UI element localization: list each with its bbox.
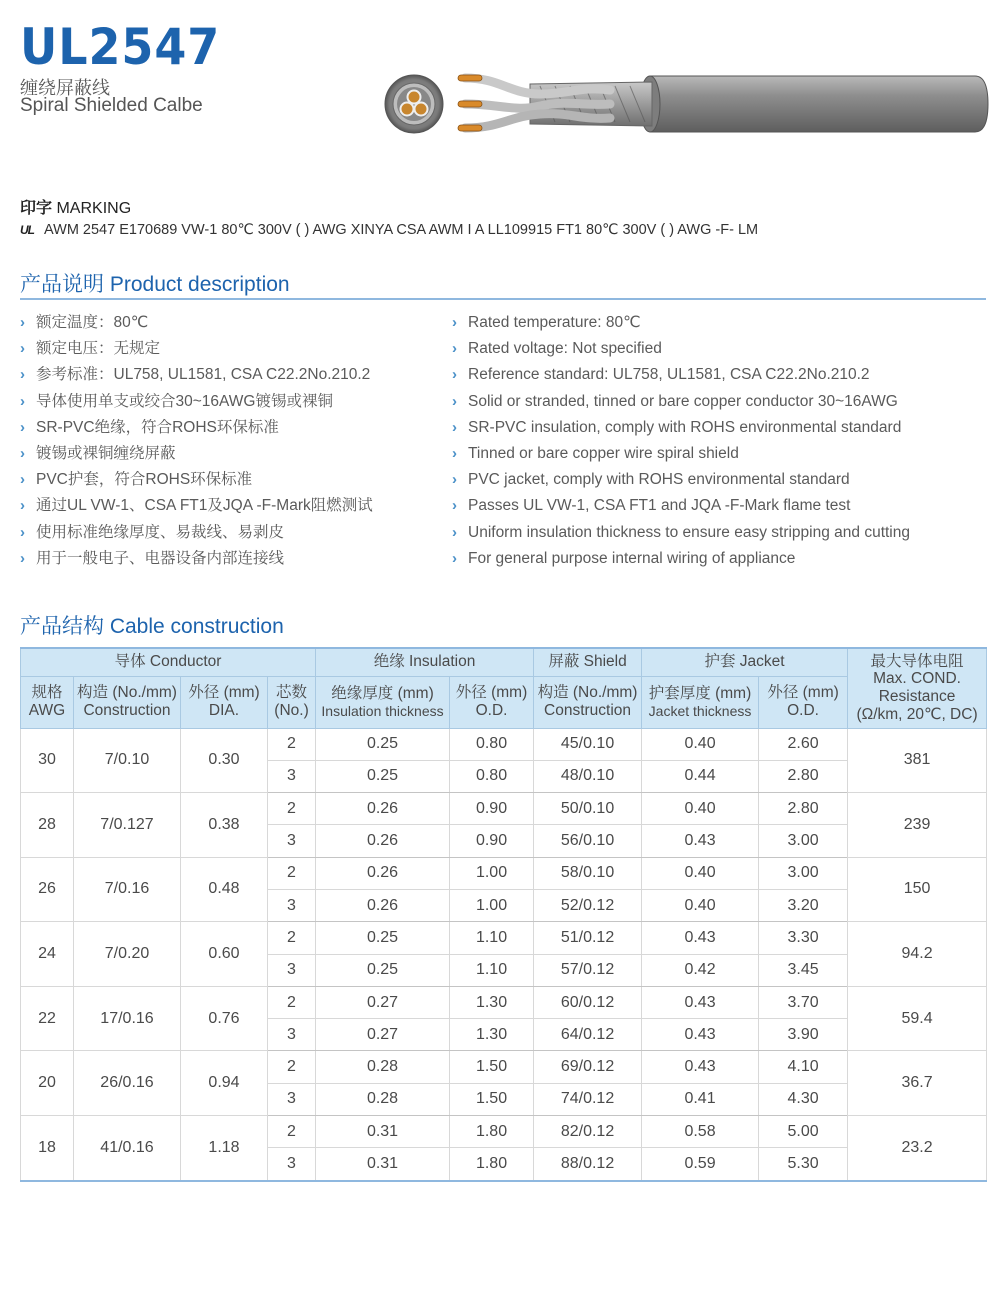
shield-construction-cell: 50/0.10	[534, 793, 642, 825]
insulation-od-cell: 1.00	[450, 857, 534, 889]
shield-construction-cell: 64/0.12	[534, 1019, 642, 1051]
core-count-cell: 2	[268, 1051, 316, 1083]
conductor-header: 导体 Conductor	[21, 648, 316, 676]
jacket-thickness-cell: 0.40	[642, 857, 759, 889]
column-header: 外径 (mm) DIA.	[181, 676, 268, 728]
chevron-right-icon: ›	[20, 392, 25, 410]
model-title: UL2547	[20, 18, 221, 76]
column-header: 规格 AWG	[21, 676, 74, 728]
shield-construction-cell: 51/0.12	[534, 922, 642, 954]
core-count-cell: 3	[268, 1083, 316, 1115]
conductor-dia-cell: 0.48	[181, 857, 268, 922]
description-item	[452, 441, 910, 467]
jacket-od-cell: 3.45	[759, 954, 848, 986]
insulation-od-cell: 0.90	[450, 793, 534, 825]
table-group-header	[21, 648, 987, 676]
jacket-od-cell: 3.00	[759, 857, 848, 889]
column-header: 芯数 (No.)	[268, 676, 316, 728]
insulation-thickness-cell: 0.25	[316, 760, 450, 792]
shield-construction-cell: 58/0.10	[534, 857, 642, 889]
jacket-thickness-cell: 0.59	[642, 1148, 759, 1181]
description-list-cn	[20, 310, 373, 572]
chevron-right-icon: ›	[452, 444, 457, 462]
resistance-cell: 94.2	[848, 922, 987, 987]
description-item	[20, 310, 373, 336]
core-count-cell: 2	[268, 986, 316, 1018]
shield-construction-cell: 56/0.10	[534, 825, 642, 857]
description-text: Uniform insulation thickness to ensure easy stripping and cutting	[468, 523, 910, 541]
insulation-thickness-cell: 0.27	[316, 986, 450, 1018]
column-header: 绝缘厚度 (mm) Insulation thickness	[316, 676, 450, 728]
cable-construction-table	[20, 647, 987, 1182]
jacket-od-cell: 4.30	[759, 1083, 848, 1115]
insulation-od-cell: 0.90	[450, 825, 534, 857]
resistance-cell: 59.4	[848, 986, 987, 1051]
description-text: 使用标准绝缘厚度、易裁线、易剥皮	[36, 523, 285, 541]
description-item	[20, 362, 373, 388]
description-item	[20, 520, 373, 546]
description-text: SR-PVC绝缘，符合ROHS环保标准	[36, 418, 279, 436]
insulation-thickness-cell: 0.25	[316, 922, 450, 954]
insulation-od-cell: 1.80	[450, 1116, 534, 1148]
description-text: For general purpose internal wiring of appliance	[468, 549, 796, 567]
insulation-thickness-cell: 0.26	[316, 857, 450, 889]
jacket-od-cell: 3.00	[759, 825, 848, 857]
insulation-od-cell: 1.80	[450, 1148, 534, 1181]
core-count-cell: 3	[268, 954, 316, 986]
jacket-thickness-cell: 0.42	[642, 954, 759, 986]
jacket-od-cell: 5.30	[759, 1148, 848, 1181]
table-row	[21, 986, 987, 1018]
insulation-thickness-cell: 0.26	[316, 793, 450, 825]
description-item	[452, 362, 910, 388]
chevron-right-icon: ›	[452, 523, 457, 541]
jacket-od-cell: 3.90	[759, 1019, 848, 1051]
shield-construction-cell: 60/0.12	[534, 986, 642, 1018]
jacket-od-cell: 2.80	[759, 793, 848, 825]
cable-side-view	[458, 75, 988, 132]
column-header: 构造 (No./mm) Construction	[74, 676, 181, 728]
chevron-right-icon: ›	[452, 471, 457, 489]
description-text: 用于一般电子、电器设备内部连接线	[36, 549, 285, 567]
column-header: 外径 (mm) O.D.	[450, 676, 534, 728]
jacket-od-cell: 3.30	[759, 922, 848, 954]
awg-cell: 24	[21, 922, 74, 987]
insulation-thickness-cell: 0.31	[316, 1148, 450, 1181]
jacket-header: 护套 Jacket	[642, 648, 848, 676]
resistance-cell: 23.2	[848, 1116, 987, 1181]
ul-logo-icon: UL	[20, 223, 34, 237]
description-item	[452, 310, 910, 336]
core-count-cell: 2	[268, 728, 316, 760]
table-row	[21, 1116, 987, 1148]
chevron-right-icon: ›	[20, 523, 25, 541]
insulation-od-cell: 1.50	[450, 1051, 534, 1083]
description-item	[20, 441, 373, 467]
table-row	[21, 1051, 987, 1083]
insulation-thickness-cell: 0.25	[316, 728, 450, 760]
cable-cross-section	[385, 75, 443, 133]
description-text: 导体使用单支或绞合30~16AWG镀锡或裸铜	[36, 392, 333, 410]
core-count-cell: 3	[268, 1019, 316, 1051]
description-text: Reference standard: UL758, UL1581, CSA C22.2No.210.2	[468, 366, 870, 384]
core-count-cell: 2	[268, 857, 316, 889]
conductor-construction-cell: 17/0.16	[74, 986, 181, 1051]
resistance-cell: 239	[848, 793, 987, 858]
description-list-en	[452, 310, 910, 572]
conductor-construction-cell: 7/0.20	[74, 922, 181, 987]
insulation-od-cell: 1.30	[450, 986, 534, 1018]
description-item	[20, 389, 373, 415]
awg-cell: 28	[21, 793, 74, 858]
resistance-cell: 36.7	[848, 1051, 987, 1116]
insulation-od-cell: 1.10	[450, 954, 534, 986]
insulation-thickness-cell: 0.26	[316, 889, 450, 921]
subtitle-cn: 缠绕屏蔽线	[20, 78, 110, 98]
jacket-thickness-cell: 0.43	[642, 986, 759, 1018]
chevron-right-icon: ›	[452, 497, 457, 515]
column-header: 构造 (No./mm) Construction	[534, 676, 642, 728]
jacket-od-cell: 4.10	[759, 1051, 848, 1083]
awg-cell: 22	[21, 986, 74, 1051]
core-count-cell: 3	[268, 760, 316, 792]
description-item	[452, 389, 910, 415]
core-count-cell: 2	[268, 793, 316, 825]
shield-construction-cell: 52/0.12	[534, 889, 642, 921]
description-text: 镀锡或裸铜缠绕屏蔽	[36, 444, 176, 462]
jacket-thickness-cell: 0.44	[642, 760, 759, 792]
chevron-right-icon: ›	[20, 418, 25, 436]
conductor-dia-cell: 0.60	[181, 922, 268, 987]
description-item	[452, 520, 910, 546]
description-text: Solid or stranded, tinned or bare copper conductor 30~16AWG	[468, 392, 898, 410]
shield-header: 屏蔽 Shield	[534, 648, 642, 676]
jacket-od-cell: 3.20	[759, 889, 848, 921]
table-row	[21, 857, 987, 889]
conductor-construction-cell: 41/0.16	[74, 1116, 181, 1181]
shield-construction-cell: 45/0.10	[534, 728, 642, 760]
insulation-thickness-cell: 0.27	[316, 1019, 450, 1051]
shield-construction-cell: 48/0.10	[534, 760, 642, 792]
shield-construction-cell: 82/0.12	[534, 1116, 642, 1148]
cable-illustration	[380, 64, 990, 144]
column-header: 外径 (mm) O.D.	[759, 676, 848, 728]
description-item	[20, 415, 373, 441]
conductor-dia-cell: 1.18	[181, 1116, 268, 1181]
insulation-thickness-cell: 0.25	[316, 954, 450, 986]
chevron-right-icon: ›	[20, 549, 25, 567]
subtitle-en: Spiral Shielded Calbe	[20, 95, 203, 116]
marking-title: 印字 MARKING	[20, 200, 132, 217]
resistance-cell: 150	[848, 857, 987, 922]
awg-cell: 30	[21, 728, 74, 793]
table-row	[21, 728, 987, 760]
chevron-right-icon: ›	[452, 418, 457, 436]
core-count-cell: 2	[268, 1116, 316, 1148]
jacket-thickness-cell: 0.43	[642, 825, 759, 857]
table-row	[21, 793, 987, 825]
chevron-right-icon: ›	[20, 366, 25, 384]
shield-construction-cell: 57/0.12	[534, 954, 642, 986]
section-divider	[20, 298, 986, 300]
description-text: 额定温度：80℃	[36, 314, 149, 331]
chevron-right-icon: ›	[20, 497, 25, 515]
resistance-header: 最大导体电阻 Max. COND. Resistance (Ω/km, 20℃, DC)	[848, 648, 987, 728]
description-text: SR-PVC insulation, comply with ROHS environmental standard	[468, 418, 902, 436]
chevron-right-icon: ›	[452, 549, 457, 567]
insulation-od-cell: 1.00	[450, 889, 534, 921]
awg-cell: 26	[21, 857, 74, 922]
description-text: PVC jacket, comply with ROHS environmental standard	[468, 471, 850, 489]
column-header: 护套厚度 (mm) Jacket thickness	[642, 676, 759, 728]
chevron-right-icon: ›	[20, 471, 25, 489]
chevron-right-icon: ›	[20, 314, 25, 331]
product-description-title: 产品说明 Product description	[20, 273, 290, 296]
insulation-od-cell: 0.80	[450, 760, 534, 792]
description-item	[20, 493, 373, 519]
insulation-thickness-cell: 0.31	[316, 1116, 450, 1148]
table-row	[21, 922, 987, 954]
jacket-od-cell: 2.80	[759, 760, 848, 792]
description-item	[452, 546, 910, 572]
jacket-thickness-cell: 0.43	[642, 1051, 759, 1083]
description-text: 额定电压：无规定	[36, 340, 161, 358]
table-column-header	[21, 676, 987, 728]
jacket-od-cell: 5.00	[759, 1116, 848, 1148]
conductor-dia-cell: 0.76	[181, 986, 268, 1051]
insulation-thickness-cell: 0.26	[316, 825, 450, 857]
insulation-od-cell: 1.50	[450, 1083, 534, 1115]
shield-construction-cell: 88/0.12	[534, 1148, 642, 1181]
chevron-right-icon: ›	[452, 340, 457, 358]
description-text: Passes UL VW-1, CSA FT1 and JQA -F-Mark flame test	[468, 497, 851, 515]
conductor-dia-cell: 0.30	[181, 728, 268, 793]
chevron-right-icon: ›	[452, 314, 457, 331]
description-item	[452, 415, 910, 441]
description-text: 参考标准：UL758, UL1581, CSA C22.2No.210.2	[36, 366, 371, 384]
description-text: Tinned or bare copper wire spiral shield	[468, 444, 739, 462]
jacket-thickness-cell: 0.40	[642, 889, 759, 921]
conductor-dia-cell: 0.38	[181, 793, 268, 858]
description-item	[20, 546, 373, 572]
description-text: 通过UL VW-1、CSA FT1及JQA -F-Mark阻燃测试	[36, 497, 373, 515]
insulation-od-cell: 0.80	[450, 728, 534, 760]
cable-construction-title: 产品结构 Cable construction	[20, 615, 284, 638]
insulation-header: 绝缘 Insulation	[316, 648, 534, 676]
jacket-thickness-cell: 0.40	[642, 793, 759, 825]
chevron-right-icon: ›	[20, 340, 25, 358]
chevron-right-icon: ›	[20, 444, 25, 462]
awg-cell: 20	[21, 1051, 74, 1116]
resistance-cell: 381	[848, 728, 987, 793]
core-count-cell: 2	[268, 922, 316, 954]
chevron-right-icon: ›	[452, 392, 457, 410]
jacket-thickness-cell: 0.43	[642, 1019, 759, 1051]
description-item	[20, 336, 373, 362]
description-text: PVC护套，符合ROHS环保标准	[36, 471, 253, 489]
jacket-od-cell: 2.60	[759, 728, 848, 760]
jacket-thickness-cell: 0.58	[642, 1116, 759, 1148]
conductor-construction-cell: 7/0.10	[74, 728, 181, 793]
marking-text	[20, 222, 758, 238]
description-item	[20, 467, 373, 493]
insulation-od-cell: 1.30	[450, 1019, 534, 1051]
jacket-thickness-cell: 0.40	[642, 728, 759, 760]
jacket-thickness-cell: 0.41	[642, 1083, 759, 1115]
core-count-cell: 3	[268, 825, 316, 857]
description-item	[452, 467, 910, 493]
insulation-thickness-cell: 0.28	[316, 1083, 450, 1115]
conductor-construction-cell: 7/0.16	[74, 857, 181, 922]
description-item	[452, 336, 910, 362]
core-count-cell: 3	[268, 1148, 316, 1181]
conductor-dia-cell: 0.94	[181, 1051, 268, 1116]
insulation-thickness-cell: 0.28	[316, 1051, 450, 1083]
shield-construction-cell: 69/0.12	[534, 1051, 642, 1083]
description-item	[452, 493, 910, 519]
marking-string: AWM 2547 E170689 VW-1 80℃ 300V ( ) AWG XINYA CSA AWM I A LL109915 FT1 80℃ 300V ( ) AWG -F- LM	[44, 222, 759, 238]
description-text: Rated temperature: 80℃	[468, 314, 641, 331]
awg-cell: 18	[21, 1116, 74, 1181]
core-count-cell: 3	[268, 889, 316, 921]
conductor-construction-cell: 7/0.127	[74, 793, 181, 858]
description-text: Rated voltage: Not specified	[468, 340, 662, 358]
jacket-thickness-cell: 0.43	[642, 922, 759, 954]
jacket-od-cell: 3.70	[759, 986, 848, 1018]
shield-construction-cell: 74/0.12	[534, 1083, 642, 1115]
chevron-right-icon: ›	[452, 366, 457, 384]
conductor-construction-cell: 26/0.16	[74, 1051, 181, 1116]
insulation-od-cell: 1.10	[450, 922, 534, 954]
